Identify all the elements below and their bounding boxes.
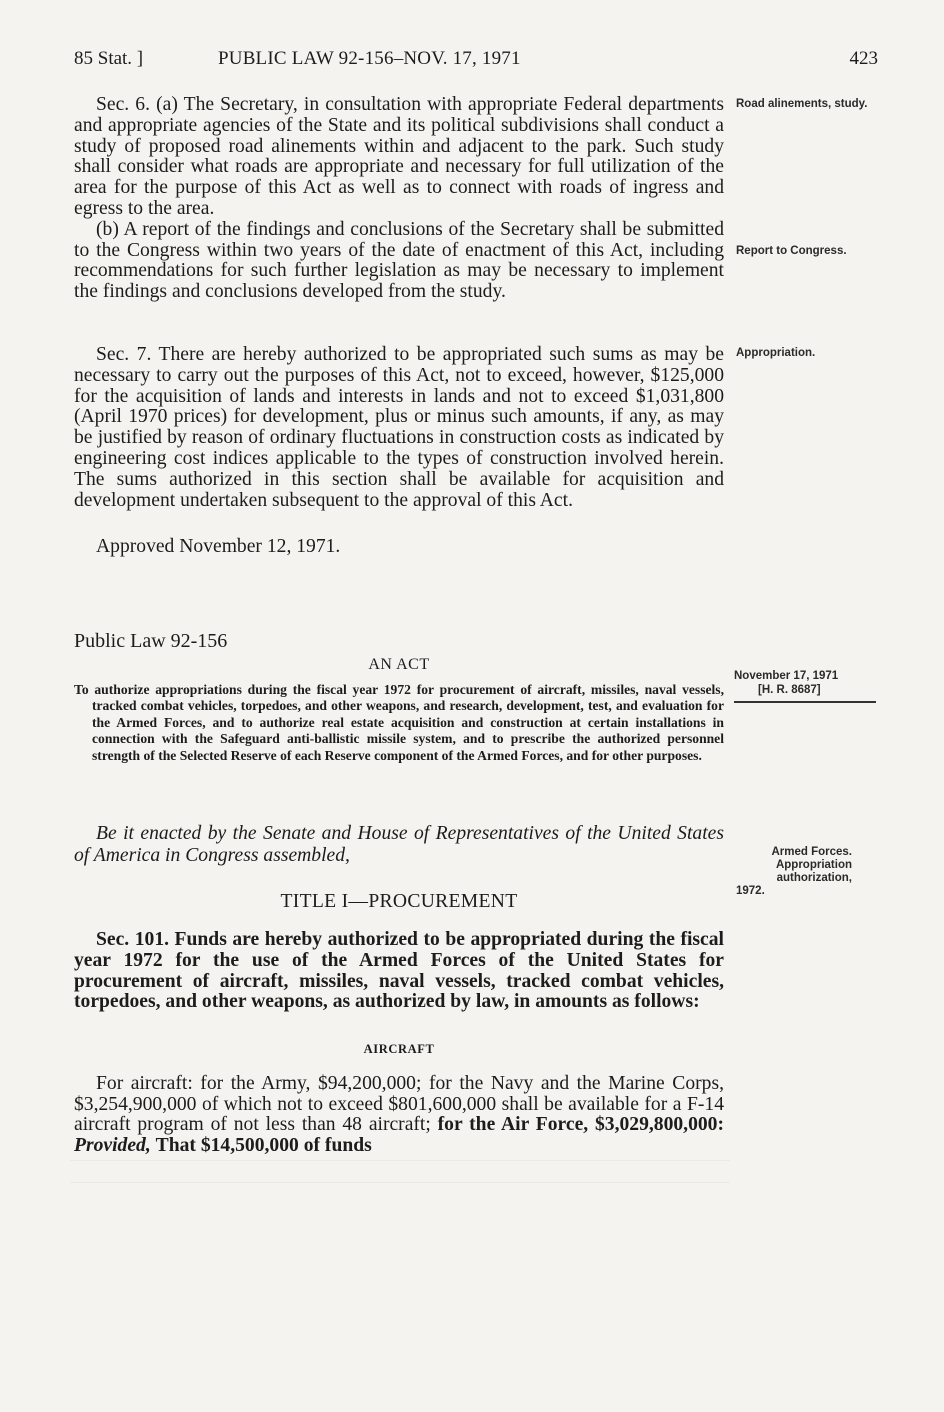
section-6-b: (b) A report of the findings and conclusions of the Secretary shall be submitted to the Congress within two years of the date of enactment of this Act, including recommendations for such further legislation as may be necessary to implement the findings and conclusions developed from the study. <box>74 218 724 303</box>
margin-note-armed-forces <box>736 846 852 898</box>
bleed-through-line <box>70 1182 730 1183</box>
law-running-head: PUBLIC LAW 92-156–NOV. 17, 1971 <box>218 48 521 69</box>
public-law-title: Public Law 92-156 <box>74 630 228 652</box>
enactment-date-box <box>734 669 876 703</box>
armed-forces-line-4: 1972. <box>736 885 765 897</box>
an-act-heading: AN ACT <box>368 656 430 673</box>
enactment-date: November 17, 1971 <box>734 670 839 682</box>
section-6 <box>74 95 724 303</box>
aircraft-text: For aircraft: for the Army, $94,200,000; for the Navy and the Marine Corps, $3,254,900,000 of which not to exceed $801,600,000 shall be available for a F-14 aircraft program of not less than 48 aircraft; <box>74 1073 724 1136</box>
aircraft-tail: That $14,500,000 of funds <box>155 1134 372 1156</box>
section-6-a: Sec. 6. (a) The Secretary, in consultation with appropriate Federal departments and appropriate agencies of the State and its political subdivisions shall conduct a study of proposed road alinements within and adjacent to the park. Such study shall consider what roads are appropriate and necessary for full utilization of the area for the purpose of this Act as well as to connect with roads of ingress and egress to the area. <box>74 94 724 219</box>
armed-forces-line-3: authorization, <box>776 872 852 884</box>
aircraft-paragraph <box>74 1074 724 1156</box>
bleed-through-line <box>70 1160 730 1161</box>
statute-volume: 85 Stat. ] <box>74 48 144 69</box>
approved-date: Approved November 12, 1971. <box>96 536 341 557</box>
margin-note-road: Road alinements, study. <box>736 98 868 110</box>
margin-note-appropriation: Appropriation. <box>736 347 816 359</box>
date-rule <box>734 701 876 703</box>
bill-number: [H. R. 8687] <box>758 684 821 696</box>
aircraft-subheading: AIRCRAFT <box>363 1042 435 1056</box>
section-7-text: Sec. 7. There are hereby authorized to be appropriated such sums as may be necessary to carry out the purposes of this Act, not to exceed, however, $125,000 for the acquisition of lands and interests in lands and not to exceed $1,031,800 (April 1970 prices) for development, plus or minus such amounts, if any, as may be justified by reason of ordinary fluctuations in construction costs as indicated by engineering cost indices applicable to the types of construction involved herein. The sums authorized in this section shall be available for acquisition and development undertaken subsequent to the approval of this Act. <box>74 344 724 511</box>
enacting-clause: Be it enacted by the Senate and House of Representatives of the United States of America in Congress assembled, <box>74 823 724 866</box>
page-header <box>74 48 878 74</box>
margin-note-report: Report to Congress. <box>736 245 847 257</box>
section-7 <box>74 345 724 511</box>
armed-forces-line-1: Armed Forces. <box>771 846 852 858</box>
page-number: 423 <box>849 48 878 69</box>
aircraft-provided: Provided, <box>74 1134 151 1156</box>
aircraft-air-force: for the Air Force, $3,029,800,000: <box>437 1114 724 1136</box>
act-purpose: To authorize appropriations during the fiscal year 1972 for procurement of aircraft, missiles, naval vessels, tracked combat vehicles, torpedoes, and other weapons, and research, development, test, and evaluation for the Armed Forces, and to authorize real estate acquisition and construction at certain installations in connection with the Safeguard anti-ballistic missile system, and to prescribe the authorized personnel strength of the Selected Reserve of each Reserve component of the Armed Forces, and for other purposes. <box>74 682 724 763</box>
armed-forces-line-2: Appropriation <box>775 859 852 871</box>
title-1-heading: TITLE I—PROCUREMENT <box>280 891 518 912</box>
section-101 <box>74 930 724 1013</box>
section-101-text: Sec. 101. Funds are hereby authorized to be appropriated during the fiscal year 1972 for the use of the Armed Forces of the United States for procurement of aircraft, missiles, naval vessels, tracked combat vehicles, torpedoes, and other weapons, as authorized by law, in amounts as follows: <box>74 929 724 1013</box>
